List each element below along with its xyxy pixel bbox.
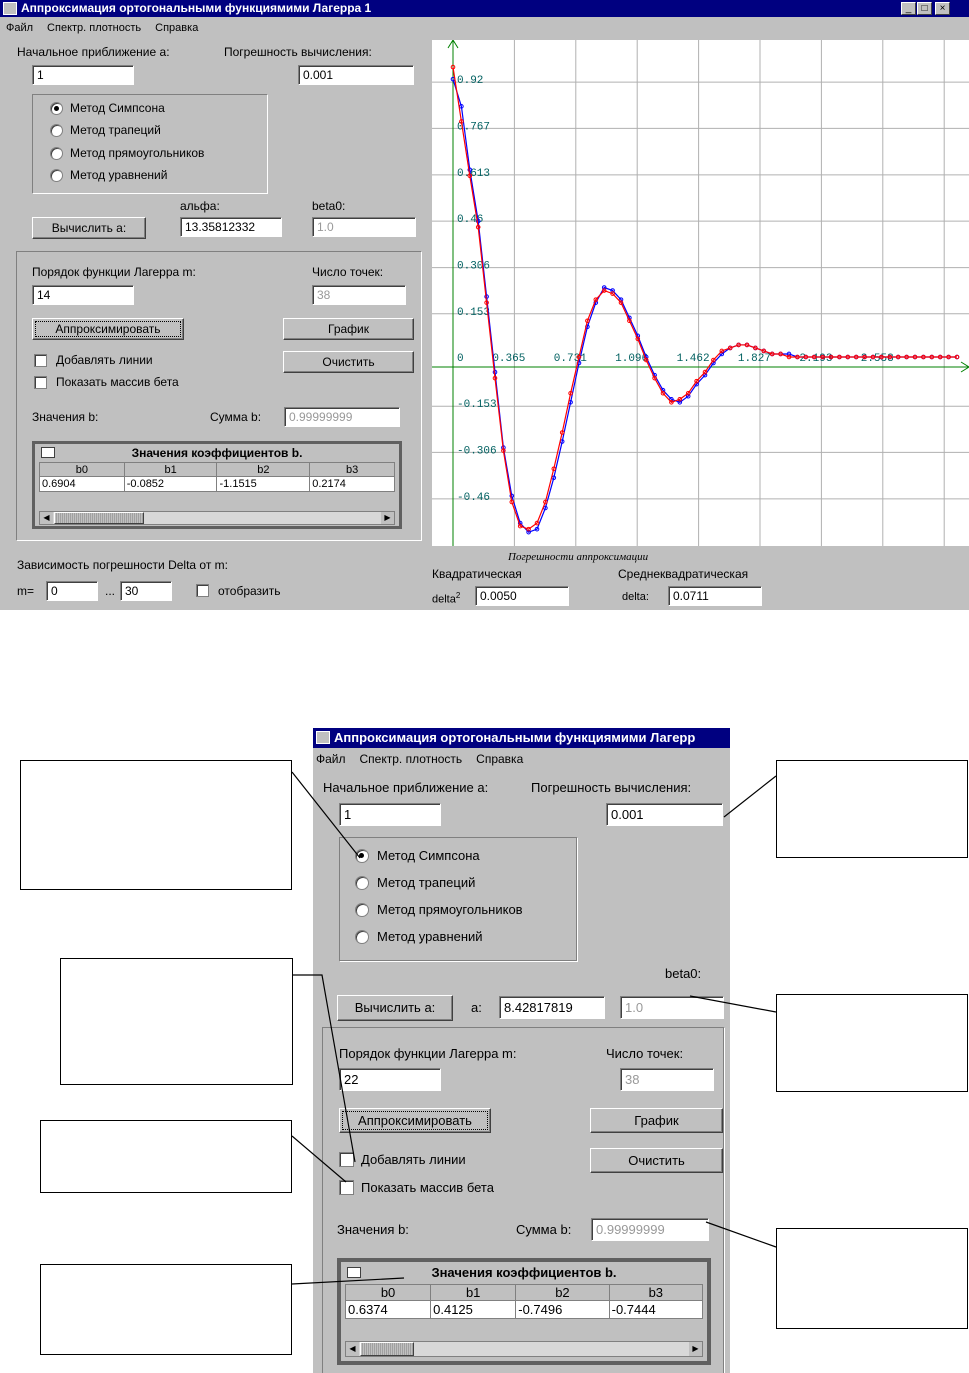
main-window xyxy=(0,0,969,610)
zoom-method-simpson-radio[interactable] xyxy=(355,849,369,863)
zoom-order-input[interactable]: 22 xyxy=(339,1068,441,1091)
display-label[interactable]: отобразить xyxy=(218,584,281,598)
zoom-beta0-label: beta0: xyxy=(665,966,702,981)
coefficients-window xyxy=(32,441,402,529)
quadratic-label: Квадратическая xyxy=(432,567,522,581)
menu-help[interactable]: Справка xyxy=(155,22,199,34)
y-tick-label: -0.46 xyxy=(457,491,491,504)
close-button[interactable]: × xyxy=(935,2,950,15)
x-tick-label: 2.558 xyxy=(860,353,894,365)
m-range-separator: ... xyxy=(105,584,116,598)
zoom-menu-bar xyxy=(316,750,537,768)
zoom-b-sum-input: 0.99999999 xyxy=(591,1218,709,1241)
zoom-graph-button[interactable]: График xyxy=(590,1108,723,1133)
delta2-superscript: 2 xyxy=(455,591,461,600)
column-header-b1[interactable]: b1 xyxy=(124,463,217,477)
delta2-value-field: 0.0050 xyxy=(475,586,569,606)
cell-b1[interactable]: 0.4125 xyxy=(431,1301,516,1319)
precision-input[interactable]: 0.001 xyxy=(298,65,414,85)
y-tick-label: 0.306 xyxy=(457,260,491,273)
b-values-label: Значения b: xyxy=(32,410,99,424)
order-input[interactable]: 14 xyxy=(32,285,134,305)
add-lines-label[interactable]: Добавлять линии xyxy=(56,353,153,367)
delta2-text: delta xyxy=(432,593,456,606)
method-rectangle-label[interactable]: Метод прямоугольников xyxy=(70,146,205,160)
zoom-order-label: Порядок функции Лагерра m: xyxy=(339,1046,517,1061)
zoom-precision-label: Погрешность вычисления: xyxy=(531,780,692,795)
zoom-method-equations-label[interactable]: Метод уравнений xyxy=(377,929,483,944)
y-tick-label: -0.153 xyxy=(457,399,497,412)
zoom-a-label: a: xyxy=(471,1000,482,1015)
zoom-method-equations-radio[interactable] xyxy=(355,930,369,944)
x-tick-label: 2.193 xyxy=(799,353,833,365)
zoom-points-input: 38 xyxy=(620,1068,714,1091)
approximation-chart xyxy=(432,40,969,546)
compute-a-button[interactable]: Вычислить a: xyxy=(32,217,146,239)
zoom-b-values-label: Значения b: xyxy=(337,1222,409,1237)
zoom-coefficients-hscrollbar[interactable] xyxy=(345,1341,703,1357)
beta0-label: beta0: xyxy=(312,199,346,213)
errors-title: Погрешности аппроксимации xyxy=(508,551,649,563)
zoom-add-lines-label[interactable]: Добавлять линии xyxy=(361,1152,466,1167)
column-header-b0[interactable]: b0 xyxy=(40,463,125,477)
zoom-initial-approx-label: Начальное приближение a: xyxy=(323,780,489,795)
graph-button[interactable]: График xyxy=(283,318,414,340)
method-simpson-label[interactable]: Метод Симпсона xyxy=(70,101,165,115)
window-icon xyxy=(347,1267,361,1278)
zoom-clear-button[interactable]: Очистить xyxy=(590,1148,723,1173)
x-tick-label: 1.096 xyxy=(615,353,649,365)
x-tick-label: 0.365 xyxy=(492,353,526,365)
zoom-title-bar xyxy=(313,728,730,748)
cell-b3[interactable]: -0.7444 xyxy=(609,1301,702,1319)
x-tick-label: 1.462 xyxy=(676,353,710,365)
coefficients-window-title-bar[interactable] xyxy=(35,444,399,462)
zoom-menu-file[interactable]: Файл xyxy=(316,752,346,766)
zoom-beta0-input: 1.0 xyxy=(620,996,724,1019)
delta-dependence-label: Зависимость погрешности Delta от m: xyxy=(17,558,228,572)
zoom-points-label: Число точек: xyxy=(606,1046,684,1061)
callout-box-6 xyxy=(776,994,968,1092)
zoom-coefficients-table xyxy=(345,1284,703,1319)
callout-box-2 xyxy=(60,958,293,1085)
precision-label: Погрешность вычисления: xyxy=(224,45,372,59)
cell-b2[interactable]: -1.1515 xyxy=(217,477,310,492)
method-rectangle-radio[interactable] xyxy=(50,147,63,160)
zoom-a-input[interactable]: 8.42817819 xyxy=(499,996,605,1019)
m-from-input[interactable]: 0 xyxy=(46,581,98,601)
zoom-precision-input[interactable]: 0.001 xyxy=(606,803,723,826)
series-line-1 xyxy=(453,79,957,532)
method-equations-label[interactable]: Метод уравнений xyxy=(70,168,168,182)
cell-b3[interactable]: 0.2174 xyxy=(310,477,395,492)
column-header-b3[interactable]: b3 xyxy=(310,463,395,477)
b-sum-label: Сумма b: xyxy=(210,410,262,424)
y-tick-label: 0.613 xyxy=(457,167,491,180)
zoom-method-simpson-label[interactable]: Метод Симпсона xyxy=(377,848,480,863)
order-label: Порядок функции Лагерра m: xyxy=(32,265,196,279)
method-simpson-radio[interactable] xyxy=(50,102,63,115)
y-tick-label: 0.46 xyxy=(457,214,484,227)
cell-b0[interactable]: 0.6904 xyxy=(40,477,125,492)
alpha-input[interactable]: 13.35812332 xyxy=(180,217,282,237)
zoom-window xyxy=(313,728,730,1373)
zoom-show-beta-label[interactable]: Показать массив бета xyxy=(361,1180,494,1195)
cell-b2[interactable]: -0.7496 xyxy=(516,1301,609,1319)
y-tick-label: 0.153 xyxy=(457,306,491,319)
y-tick-label: 0 xyxy=(457,353,464,365)
delta-value-field: 0.0711 xyxy=(668,586,762,606)
x-tick-label: 0.731 xyxy=(553,353,587,365)
x-tick-label: 1.827 xyxy=(737,353,771,365)
points-label: Число точек: xyxy=(312,265,384,279)
zoom-show-beta-checkbox[interactable] xyxy=(339,1180,354,1195)
column-header-b3[interactable]: b3 xyxy=(609,1285,702,1301)
chart-area xyxy=(432,40,969,546)
add-lines-checkbox[interactable] xyxy=(34,354,47,367)
column-header-b0[interactable]: b0 xyxy=(346,1285,431,1301)
zoom-approximate-button[interactable]: Аппроксимировать xyxy=(339,1108,491,1133)
clear-button[interactable]: Очистить xyxy=(283,351,414,373)
zoom-initial-approx-input[interactable]: 1 xyxy=(339,803,441,826)
y-tick-label: 0.767 xyxy=(457,121,491,134)
minimize-button[interactable]: _ xyxy=(901,2,916,15)
callout-box-4 xyxy=(40,1264,292,1355)
m-label: m= xyxy=(17,584,35,598)
callout-box-3 xyxy=(40,1120,292,1193)
scroll-thumb[interactable] xyxy=(360,1342,414,1356)
maximize-button[interactable]: □ xyxy=(917,2,932,15)
cell-b0[interactable]: 0.6374 xyxy=(346,1301,431,1319)
points-input: 38 xyxy=(312,285,406,305)
display-checkbox[interactable] xyxy=(196,584,209,597)
show-beta-label[interactable]: Показать массив бета xyxy=(56,375,179,389)
show-beta-checkbox[interactable] xyxy=(34,376,47,389)
rms-label: Среднеквадратическая xyxy=(618,567,749,581)
leader-line-5 xyxy=(724,776,776,817)
alpha-label: альфа: xyxy=(180,199,220,213)
zoom-b-sum-label: Сумма b: xyxy=(516,1222,572,1237)
beta0-input: 1.0 xyxy=(312,217,416,237)
java-cup-icon xyxy=(3,2,17,15)
column-header-b2[interactable]: b2 xyxy=(516,1285,609,1301)
menu-spectral-density[interactable]: Спектр. плотность xyxy=(47,22,142,34)
b-sum-input: 0.99999999 xyxy=(284,407,400,427)
y-tick-label: 0.92 xyxy=(457,75,484,88)
series-line-2 xyxy=(453,67,957,529)
zoom-window-title: Аппроксимация ортогональными функциямими Лагерр xyxy=(334,730,696,745)
method-trapezoid-radio[interactable] xyxy=(50,124,63,137)
zoom-menu-help[interactable]: Справка xyxy=(476,752,524,766)
zoom-method-rectangle-label[interactable]: Метод прямоугольников xyxy=(377,902,523,917)
callout-box-1 xyxy=(20,760,292,890)
scroll-left-icon[interactable]: ◀ xyxy=(346,1342,359,1356)
scroll-left-icon[interactable]: ◀ xyxy=(40,512,53,524)
zoom-method-trapezoid-radio[interactable] xyxy=(355,876,369,890)
scroll-right-icon[interactable]: ▶ xyxy=(689,1342,702,1356)
callout-box-5 xyxy=(776,760,968,858)
column-header-b2[interactable]: b2 xyxy=(217,463,310,477)
zoom-coefficients-window xyxy=(337,1258,711,1365)
approximate-button[interactable]: Аппроксимировать xyxy=(32,318,184,340)
window-icon xyxy=(41,447,55,458)
y-tick-label: -0.306 xyxy=(457,445,497,458)
java-cup-icon xyxy=(316,731,330,744)
method-trapezoid-label[interactable]: Метод трапеций xyxy=(70,123,161,137)
menu-file[interactable]: Файл xyxy=(6,22,34,34)
zoom-add-lines-checkbox[interactable] xyxy=(339,1152,354,1167)
cell-b1[interactable]: -0.0852 xyxy=(124,477,217,492)
method-equations-radio[interactable] xyxy=(50,169,63,182)
zoom-coefficients-window-title-bar[interactable] xyxy=(341,1262,707,1284)
menu-bar xyxy=(6,19,212,37)
column-header-b1[interactable]: b1 xyxy=(431,1285,516,1301)
scroll-right-icon[interactable]: ▶ xyxy=(381,512,394,524)
zoom-menu-spectral-density[interactable]: Спектр. плотность xyxy=(359,752,463,766)
scroll-thumb[interactable] xyxy=(54,512,144,524)
initial-approx-input[interactable]: 1 xyxy=(32,65,134,85)
zoom-compute-a-button[interactable]: Вычислить a: xyxy=(337,995,453,1021)
main-title-bar xyxy=(0,0,969,17)
main-window-title: Аппроксимация ортогональными функциямими Лагерра 1 xyxy=(21,1,372,15)
initial-approx-label: Начальное приближение a: xyxy=(17,45,170,59)
delta2-label xyxy=(432,591,460,606)
zoom-coefficients-window-title: Значения коэффициентов b. xyxy=(431,1265,617,1280)
delta-label: delta: xyxy=(622,591,649,603)
coefficients-window-title: Значения коэффициентов b. xyxy=(131,446,303,460)
coefficients-hscrollbar[interactable] xyxy=(39,511,395,525)
zoom-method-trapezoid-label[interactable]: Метод трапеций xyxy=(377,875,476,890)
zoom-method-rectangle-radio[interactable] xyxy=(355,903,369,917)
m-to-input[interactable]: 30 xyxy=(120,581,172,601)
coefficients-table xyxy=(39,462,395,492)
callout-box-7 xyxy=(776,1228,968,1329)
